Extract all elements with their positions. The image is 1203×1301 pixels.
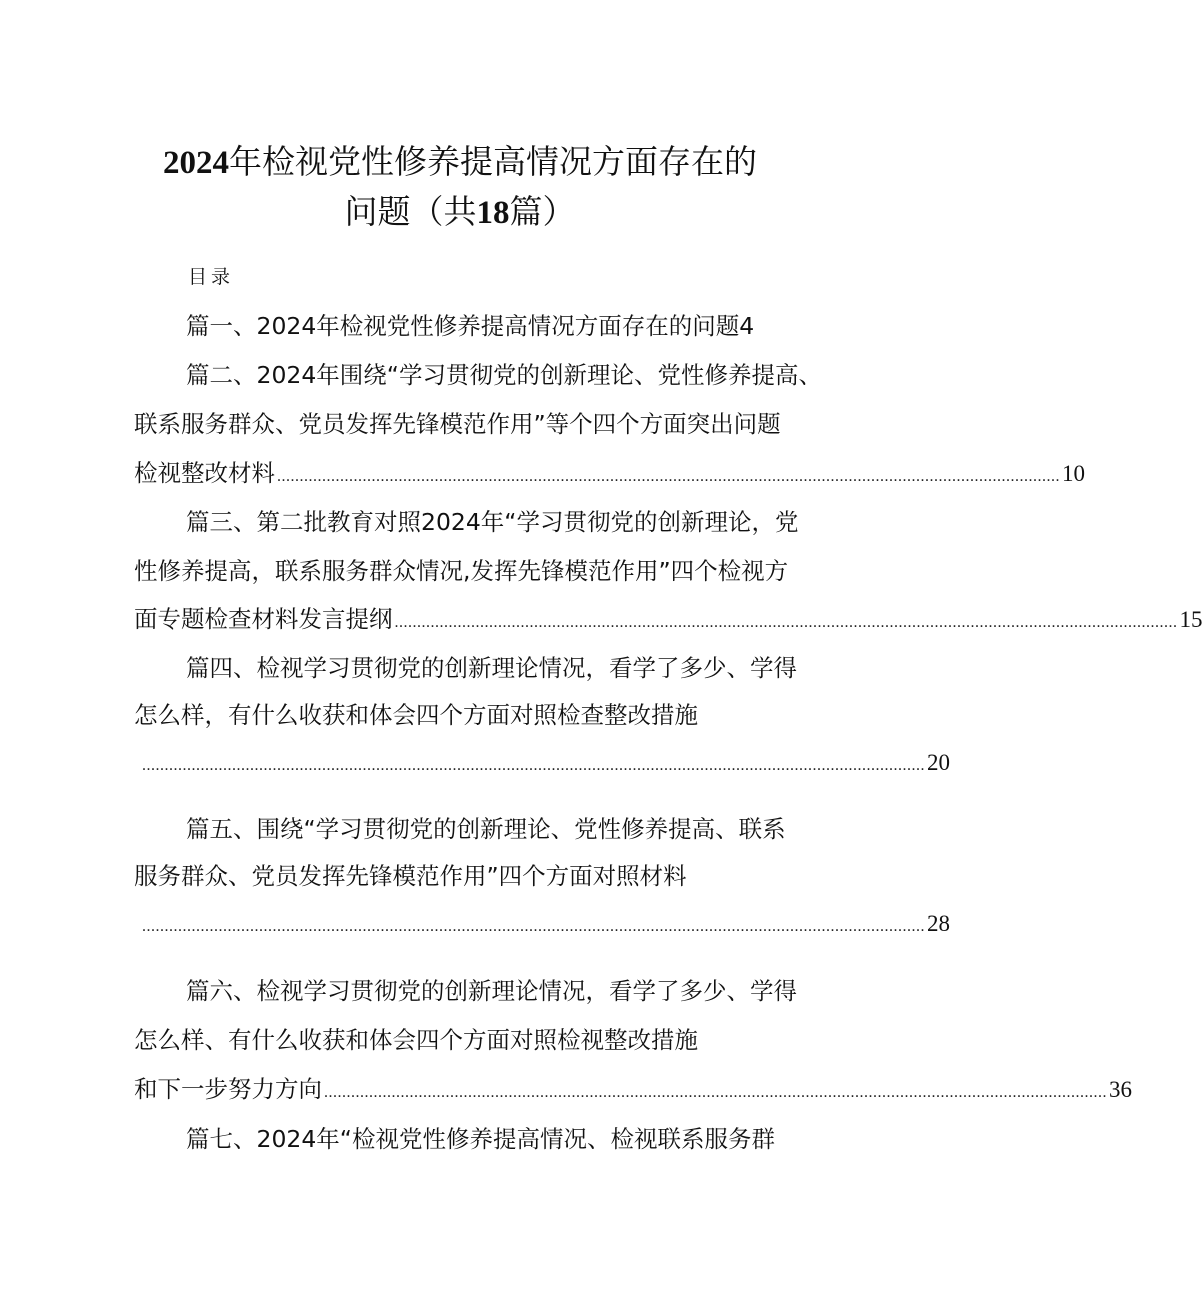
document-title-line-1: [0, 142, 920, 184]
toc-entry-2-line-3[interactable]: [134, 455, 1085, 491]
toc-entry-2-line-2[interactable]: [134, 406, 794, 442]
dot-leader: ..............................................................................................................................................................................: [142, 757, 925, 774]
toc-entry-6-line-1[interactable]: [186, 973, 797, 1009]
toc-entry-2-text-3: 检视整改材料: [134, 459, 275, 487]
dot-leader: ..............................................................................................................................................................................: [142, 918, 925, 935]
toc-entry-4-line-2[interactable]: [134, 697, 794, 733]
toc-entry-3-line-2[interactable]: [134, 553, 794, 589]
toc-entry-2-text-1: 篇二、2024年围绕“学习贯彻党的创新理论、党性修养提高、: [186, 361, 822, 389]
toc-entry-6-page: 36: [1109, 1077, 1132, 1102]
toc-entry-6-text-2: 怎么样、有什么收获和体会四个方面对照检视整改措施: [134, 1026, 698, 1054]
toc-entry-3-line-3[interactable]: [134, 601, 1203, 637]
toc-entry-6-line-2[interactable]: [134, 1022, 794, 1058]
toc-entry-3-text-3: 面专题检查材料发言提纲: [134, 605, 393, 633]
toc-entry-5-line-2[interactable]: [134, 858, 794, 894]
toc-entry-1-line-1: 篇一、2024年检视党性修养提高情况方面存在的问题4: [186, 312, 755, 340]
toc-entry-3-text-1: 篇三、第二批教育对照2024年“学习贯彻党的创新理论，党: [186, 508, 799, 536]
toc-entry-4-page: 20: [927, 750, 950, 775]
toc-entry-2-page: 10: [1062, 461, 1085, 486]
toc-entry-7[interactable]: [186, 1121, 794, 1157]
toc-entry-6-line-3[interactable]: [134, 1071, 1132, 1107]
toc-entry-2-line-1[interactable]: [186, 357, 822, 393]
toc-heading: 目录: [188, 266, 235, 288]
toc-entry-5-line-3[interactable]: [140, 906, 950, 942]
toc-entry-3-text-2: 性修养提高，联系服务群众情况,发挥先锋模范作用”四个检视方: [134, 557, 789, 585]
toc-entry-3-line-1[interactable]: [186, 504, 799, 540]
toc-entry-5-line-1[interactable]: [186, 811, 794, 847]
title-count: 18: [476, 195, 510, 231]
toc-entry-4-line-3[interactable]: [140, 745, 950, 781]
toc-entry-7-text-1: 篇七、2024年“检视党性修养提高情况、检视联系服务群: [186, 1125, 775, 1153]
toc-entry-5-text-1: 篇五、围绕“学习贯彻党的创新理论、党性修养提高、联系: [186, 815, 786, 843]
document-title-line-2: [0, 192, 920, 234]
toc-entry-4-text-1: 篇四、检视学习贯彻党的创新理论情况，看学了多少、学得: [186, 654, 797, 682]
toc-entry-1[interactable]: [186, 308, 794, 344]
toc-entry-4-line-1[interactable]: [186, 650, 797, 686]
toc-entry-5-page: 28: [927, 911, 950, 936]
dot-leader: ..............................................................................................................................................................................: [394, 614, 1178, 631]
title-text-1: 年检视党性修养提高情况方面存在的: [229, 142, 757, 181]
toc-entry-4-text-2: 怎么样，有什么收获和体会四个方面对照检查整改措施: [134, 701, 698, 729]
toc-entry-5-text-2: 服务群众、党员发挥先锋模范作用”四个方面对照材料: [134, 862, 687, 890]
dot-leader: ..............................................................................................................................................................................: [324, 1084, 1107, 1101]
toc-entry-2-text-2: 联系服务群众、党员发挥先锋模范作用”等个四个方面突出问题: [134, 410, 781, 438]
title-text-2a: 问题（共: [344, 192, 477, 231]
toc-entry-6-text-3: 和下一步努力方向: [134, 1075, 322, 1103]
title-year: 2024: [163, 145, 229, 181]
title-text-2b: 篇）: [509, 192, 576, 231]
toc-entry-3-page: 15: [1179, 607, 1203, 632]
dot-leader: ..............................................................................................................................................................................: [277, 468, 1060, 485]
toc-entry-6-text-1: 篇六、检视学习贯彻党的创新理论情况，看学了多少、学得: [186, 977, 797, 1005]
